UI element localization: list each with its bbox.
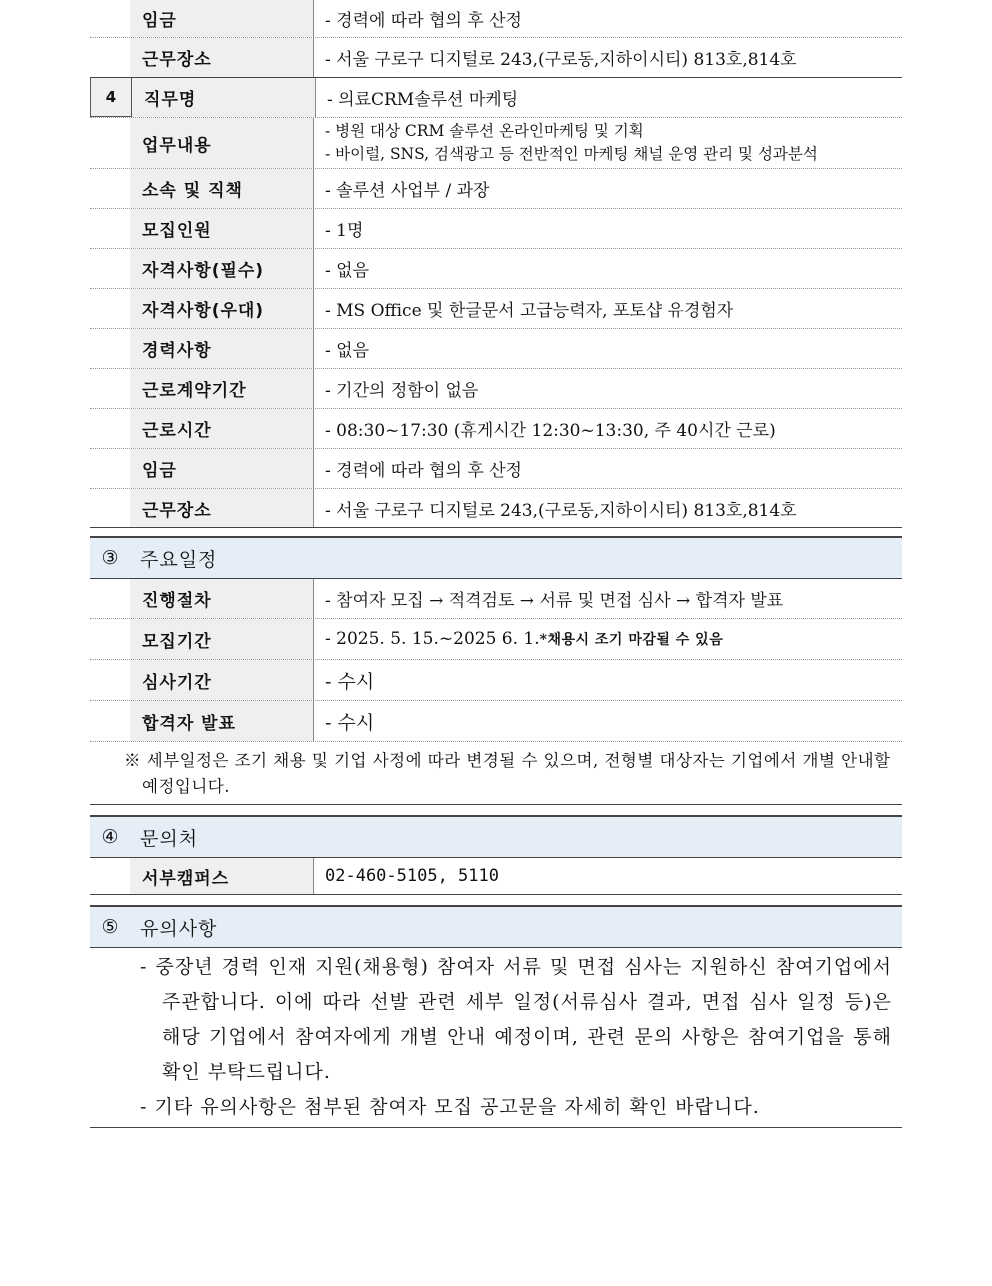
early-close-note: *채용시 조기 마감될 수 있음 [539,632,724,648]
row-label: 서부캠퍼스 [130,858,314,894]
row-label: 근로시간 [130,409,314,448]
document-page [90,0,902,1128]
row-value: - 수시 [325,670,375,693]
section-title: 문의처 [140,827,199,850]
period-text: - 2025. 5. 15.~2025 6. 1. [325,629,540,649]
row-value: - 기간의 정함이 없음 [325,381,479,401]
job-number: 4 [90,78,132,117]
row-label: 모집기간 [130,619,314,659]
value-line: - 병원 대상 CRM 솔루션 온라인마케팅 및 기획 [325,122,644,140]
row-value: - 수시 [325,711,375,734]
row-label: 직무명 [132,78,316,117]
table-row [90,169,902,209]
job-4-block [90,78,902,528]
section-number: ④ [101,826,119,848]
section-number: ⑤ [101,916,119,938]
row-value [314,118,902,168]
table-row [90,858,902,895]
row-label: 근무장소 [130,38,314,77]
table-row [90,329,902,369]
row-value: - 1명 [325,221,364,241]
table-row [90,449,902,489]
row-value: - 서울 구로구 디지털로 243,(구로동,지하이시티) 813호,814호 [325,500,797,521]
table-row [90,369,902,409]
row-value: - 없음 [325,261,369,281]
table-row [90,579,902,619]
row-label: 진행절차 [130,579,314,618]
row-value: - 없음 [325,341,369,361]
section-number: ③ [101,547,119,569]
contact-phone: 02-460-5105, 5110 [325,866,499,886]
section-header-notice [90,905,902,948]
row-value: - 08:30~17:30 (휴게시간 12:30~13:30, 주 40시간 근로) [325,421,776,441]
table-row [90,289,902,329]
notice-item: - 기타 유의사항은 첨부된 참여자 모집 공고문을 자세히 확인 바랍니다. [140,1096,760,1118]
row-label: 임금 [130,449,314,488]
row-value: - 솔루션 사업부 / 과장 [325,181,490,201]
row-value: - 서울 구로구 디지털로 243,(구로동,지하이시티) 813호,814호 [325,50,797,70]
row-label: 합격자 발표 [130,701,314,741]
table-row [90,78,902,118]
table-row [90,249,902,289]
table-row [90,209,902,249]
row-value [314,619,902,659]
table-row [90,0,902,38]
row-label: 임금 [130,0,314,37]
notice-item: - 중장년 경력 인재 지원(채용형) 참여자 서류 및 면접 심사는 지원하신 참여기업에서 주관합니다. 이에 따라 선발 관련 세부 일정(서류심사 결과, 면접 심사 일정 등)은 해당 기업에서 참여자에게 개별 안내 예정이며, 관련 문의 사항은 참여기업을 통해 확인 부탁드립니다. [140,956,892,1083]
row-value: - MS Office 및 한글문서 고급능력자, 포토샵 유경험자 [325,301,734,321]
table-row [90,660,902,701]
row-value: - 경력에 따라 협의 후 산정 [325,461,522,481]
row-label: 심사기간 [130,660,314,700]
row-label: 근로계약기간 [130,369,314,408]
value-line: - 바이럴, SNS, 검색광고 등 전반적인 마케팅 채널 운영 관리 및 성과분석 [325,145,818,163]
section-title: 주요일정 [140,548,218,571]
row-label: 업무내용 [130,118,314,168]
row-label: 모집인원 [130,209,314,248]
row-value: - 경력에 따라 협의 후 산정 [325,11,522,31]
row-label: 근무장소 [130,489,314,527]
row-value: - 참여자 모집 → 적격검토 → 서류 및 면접 심사 → 합격자 발표 [325,591,784,611]
divider [90,1127,902,1128]
section-header-contact [90,815,902,858]
schedule-note: ※ 세부일정은 조기 채용 및 기업 사정에 따라 변경될 수 있으며, 전형별 대상자는 기업에서 개별 안내할 예정입니다. [124,751,891,796]
row-value: - 의료CRM솔루션 마케팅 [327,90,519,110]
notice-list [90,948,902,1125]
table-row [90,38,902,78]
row-label: 자격사항(우대) [130,289,314,328]
table-row [90,619,902,660]
row-label: 소속 및 직책 [130,169,314,208]
row-label: 경력사항 [130,329,314,368]
section-header-schedule [90,536,902,579]
table-row [90,409,902,449]
section-title: 유의사항 [140,917,218,940]
table-row [90,118,902,169]
table-row [90,489,902,528]
table-row [90,701,902,742]
row-label: 자격사항(필수) [130,249,314,288]
